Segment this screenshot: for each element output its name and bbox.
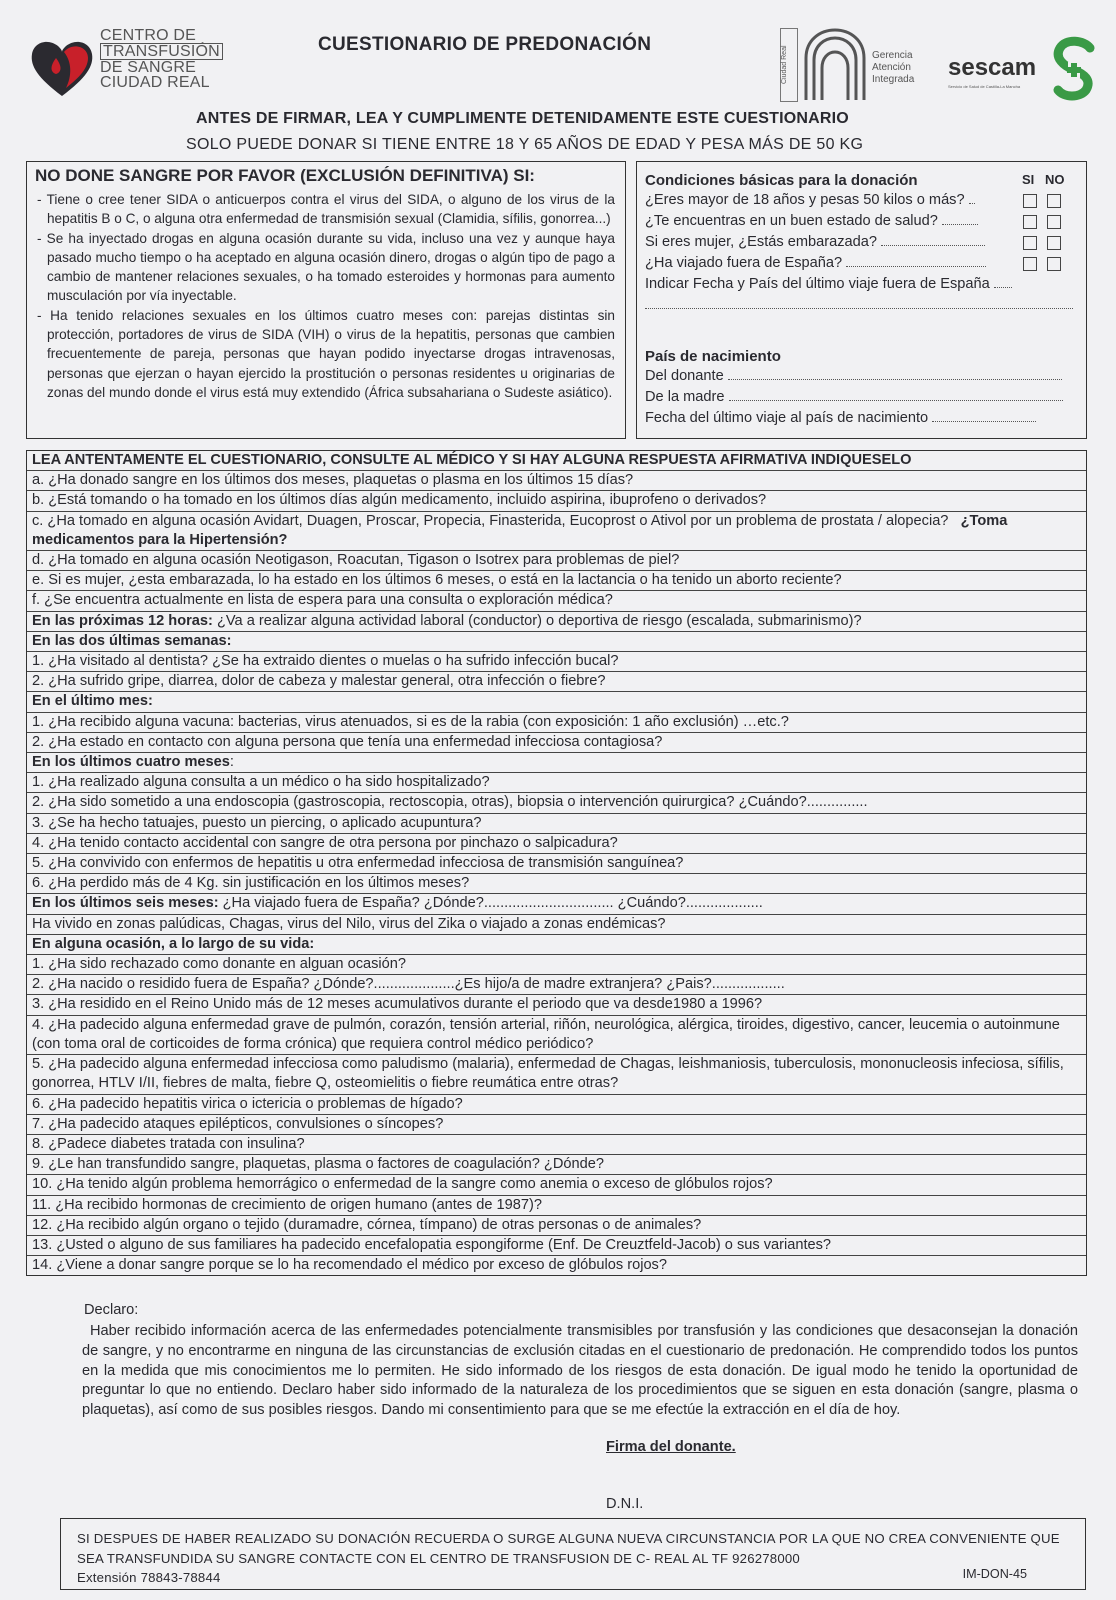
section-header: En alguna ocasión, a lo largo de su vida:	[27, 935, 1086, 955]
question-text: c. ¿Ha tomado en alguna ocasión Avidart, Duagen, Proscar, Propecia, Finasterida, Eucoprost o Ativol por un problema de prostata / alopecia?	[32, 512, 949, 529]
condition-text: Si eres mujer, ¿Estás embarazada?	[645, 234, 877, 250]
instruction-heading: ANTES DE FIRMAR, LEA Y CUMPLIMENTE DETENIDAMENTE ESTE CUESTIONARIO	[196, 110, 849, 127]
no-column-label: NO	[1045, 172, 1065, 187]
logo-line-3: DE SANGRE	[100, 59, 197, 76]
birth-label: Del donante	[645, 368, 724, 384]
exclusion-box	[26, 161, 626, 439]
donor-country-field[interactable]	[728, 369, 1062, 380]
section-header	[27, 753, 1086, 773]
page-title: CUESTIONARIO DE PREDONACIÓN	[318, 34, 652, 55]
transfusion-center-logo	[28, 28, 218, 100]
logo-wordmark	[100, 28, 223, 90]
exclusion-list	[35, 190, 615, 402]
birth-row	[645, 389, 1077, 405]
sescam-wordmark: sescam	[948, 54, 1037, 81]
sescam-subtitle: Servicio de Salud de Castilla-La Mancha	[948, 84, 1021, 89]
question-row[interactable]: 1. ¿Ha sido rechazado como donante en alguan ocasión?	[27, 955, 1086, 975]
gerencia-text	[872, 50, 914, 86]
declaration-label: Declaro:	[84, 1302, 139, 1318]
question-row[interactable]: 3. ¿Ha residido en el Reino Unido más de 12 meses acumulativos durante el periodo que va desde1980 a 1996?	[27, 995, 1086, 1015]
condition-row	[645, 255, 1077, 271]
si-checkbox[interactable]	[1023, 257, 1037, 271]
question-row[interactable]: 10. ¿Ha tenido algún problema hemorrágico o enfermedad de la sangre como anemia o exceso de glóbulos rojos?	[27, 1175, 1086, 1195]
question-row[interactable]	[27, 512, 1086, 551]
birth-country-title: País de nacimiento	[645, 348, 781, 365]
question-row[interactable]	[27, 612, 1086, 632]
sescam-s-icon	[1052, 36, 1096, 102]
condition-row	[645, 192, 1077, 208]
conditions-title: Condiciones básicas para la donación	[645, 172, 918, 189]
last-trip-date-field[interactable]	[932, 411, 1036, 422]
question-row[interactable]: 2. ¿Ha sido sometido a una endoscopia (gastroscopia, rectoscopia, otras), biopsia o intervención quirurgica? ¿Cuándo?...............	[27, 793, 1086, 813]
ciudad-real-label: Ciudad Real	[780, 28, 798, 102]
birth-label: Fecha del último viaje al país de nacimiento	[645, 410, 929, 426]
question-row[interactable]: e. Si es mujer, ¿esta embarazada, lo ha estado en los últimos 6 meses, o está en la lactancia o ha tenido un aborto reciente?	[27, 571, 1086, 591]
condition-row	[645, 213, 1077, 229]
condition-text: Indicar Fecha y País del último viaje fuera de España	[645, 276, 990, 292]
question-text: ¿Va a realizar alguna actividad laboral (conductor) o deportiva de riesgo (escalada, submarinismo)?	[216, 612, 862, 629]
questionnaire-table	[26, 450, 1087, 1276]
table-header: LEA ANTENTAMENTE EL CUESTIONARIO, CONSULTE AL MÉDICO Y SI HAY ALGUNA RESPUESTA AFIRMATIVA INDIQUESELO	[27, 451, 1086, 471]
heart-drop-icon	[28, 32, 98, 102]
question-row[interactable]: 13. ¿Usted o alguno de sus familiares ha padecido encefalopatia espongiforme (Enf. De Creuztfeld-Jacob) o sus variantes?	[27, 1236, 1086, 1256]
question-row[interactable]: 14. ¿Viene a donar sangre porque se lo ha recomendado el médico por exceso de glóbulos rojos?	[32, 1257, 667, 1274]
section-header: En las dos últimas semanas:	[27, 632, 1086, 652]
question-row[interactable]: a. ¿Ha donado sangre en los últimos dos meses, plaquetas o plasma en los últimos 15 días?	[27, 471, 1086, 491]
donor-signature-label[interactable]: Firma del donante.	[606, 1439, 736, 1455]
question-row[interactable]: 5. ¿Ha padecido alguna enfermedad infecciosa como paludismo (malaria), enfermedad de Chagas, leishmaniosis, tuberculosis, mononucleosis infeciosa, sífilis, gonorrea, HTLV I/II, fiebres de malta, fiebre Q, osteomielitis o fiebre reumática entre otras?	[27, 1055, 1086, 1094]
footer-notice	[77, 1529, 1077, 1588]
footer-notice-box	[60, 1518, 1086, 1590]
dni-label[interactable]: D.N.I.	[606, 1496, 644, 1512]
question-row[interactable]: f. ¿Se encuentra actualmente en lista de espera para una consulta o exploración médica?	[27, 591, 1086, 611]
no-checkbox[interactable]	[1047, 215, 1061, 229]
gerencia-logo	[780, 28, 928, 104]
logo-line-1: CENTRO DE	[100, 27, 197, 44]
si-checkbox[interactable]	[1023, 236, 1037, 250]
birth-row	[645, 368, 1077, 384]
footer-extension: Extensión 78843-78844	[77, 1570, 221, 1585]
exclusion-title: NO DONE SANGRE POR FAVOR (EXCLUSIÓN DEFINITIVA) SI:	[35, 166, 535, 185]
exclusion-item: - Ha tenido relaciones sexuales en los últimos cuatro meses con: parejas distintas sin protección, portadores de virus de SIDA (VIH) o virus de la hepatitis, personas que cambien frecuentemente de pareja, personas que hayan podido inyectarse drogas intravenosas, personas que ejerzan o hayan ejercido la prostitución o personas residentes u originarias de zonas del mundo donde el virus está muy extendido (África subsahariana o Sudeste asiático).	[37, 307, 615, 400]
exclusion-item: - Tiene o cree tener SIDA o anticuerpos contra el virus del SIDA, o alguno de los virus de la hepatitis B o C, o alguna otra enfermedad de transmisión sexual (Clamidia, sífilis, gonorrea...)	[37, 192, 615, 227]
condition-text: ¿Te encuentras en un buen estado de salud?	[645, 213, 938, 229]
question-row[interactable]: 2. ¿Ha nacido o residido fuera de España? ¿Dónde?....................¿Es hijo/a de madre extranjera? ¿Pais?..................	[27, 975, 1086, 995]
no-checkbox[interactable]	[1047, 194, 1061, 208]
travel-answer-line[interactable]	[645, 308, 1073, 309]
declaration-text: Haber recibido información acerca de las enfermedades potencialmente transmisibles por transfusión y las condiciones que desaconsejan la donación de sangre, y no encontrarme en ninguna de las circunstancias de exclusión citadas en el cuestionario de predonación. He comprendido todos los puntos en la medida que mis conocimientos me lo permiten. He sido informado de los riesgos de esta donación. De igual modo he tenido la oportunidad de preguntar lo que no entiendo. Declaro haber sido informado de la naturaleza de los procedimientos que se siguen en esta donación (sangre, plasma o plaquetas), así como de sus posibles riesgos. Dando mi consentimiento para que se me efectúe la extracción en el día de hoy.	[82, 1323, 1078, 1419]
no-checkbox[interactable]	[1047, 257, 1061, 271]
question-row[interactable]: 11. ¿Ha recibido hormonas de crecimiento de origen humano (antes de 1987)?	[27, 1196, 1086, 1216]
section-label: En las próximas 12 horas:	[32, 612, 213, 629]
mother-country-field[interactable]	[729, 390, 1063, 401]
gerencia-line-2: Atención	[872, 62, 911, 73]
question-row[interactable]: b. ¿Está tomando o ha tomado en los últimos días algún medicamento, incluido aspirina, ibuprofeno o derivados?	[27, 491, 1086, 511]
condition-text: ¿Ha viajado fuera de España?	[645, 255, 843, 271]
question-row[interactable]: 7. ¿Ha padecido ataques epilépticos, convulsiones o síncopes?	[27, 1115, 1086, 1135]
question-row[interactable]: 1. ¿Ha realizado alguna consulta a un médico o ha sido hospitalizado?	[27, 773, 1086, 793]
question-row[interactable]: 6. ¿Ha padecido hepatitis virica o ictericia o problemas de hígado?	[27, 1095, 1086, 1115]
question-row[interactable]: 2. ¿Ha estado en contacto con alguna persona que tenía una enfermedad infecciosa contagiosa?	[27, 733, 1086, 753]
question-row[interactable]: 2. ¿Ha sufrido gripe, diarrea, dolor de cabeza y malestar general, otra infección o fiebre?	[27, 672, 1086, 692]
question-row[interactable]: 1. ¿Ha recibido alguna vacuna: bacterias, virus atenuados, si es de la rabia (con exposición: 1 año exclusión) …etc.?	[27, 713, 1086, 733]
question-row[interactable]: 8. ¿Padece diabetes tratada con insulina?	[27, 1135, 1086, 1155]
condition-text: ¿Eres mayor de 18 años y pesas 50 kilos o más?	[645, 192, 965, 208]
condition-row	[645, 276, 1077, 292]
no-checkbox[interactable]	[1047, 236, 1061, 250]
question-row[interactable]: 4. ¿Ha padecido alguna enfermedad grave de pulmón, corazón, tensión arterial, riñón, neurológica, alérgica, tiroides, digestivo, cancer, leucemia o autoinmune (con toma oral de corticoides de forma crónica) que requiera control médico periódico?	[27, 1016, 1086, 1055]
eligibility-heading: SOLO PUEDE DONAR SI TIENE ENTRE 18 Y 65 AÑOS DE EDAD Y PESA MÁS DE 50 KG	[186, 136, 864, 153]
section-label: En los últimos seis meses:	[32, 895, 219, 912]
logo-line-2: TRANSFUSIÓN	[100, 43, 223, 60]
condition-row	[645, 234, 1077, 250]
birth-label: De la madre	[645, 389, 725, 405]
question-row[interactable]: 9. ¿Le han transfundido sangre, plaquetas, plasma o factores de coagulación? ¿Dónde?	[27, 1155, 1086, 1175]
sescam-logo	[948, 36, 1098, 106]
question-row[interactable]: 12. ¿Ha recibido algún organo o tejido (duramadre, córnea, tímpano) de otras personas o de animales?	[27, 1216, 1086, 1236]
question-row[interactable]	[27, 894, 1086, 914]
question-row[interactable]: 1. ¿Ha visitado al dentista? ¿Se ha extraido dientes o muelas o ha sufrido infección bucal?	[27, 652, 1086, 672]
logo-line-4: CIUDAD REAL	[100, 74, 210, 91]
section-header: En el último mes:	[27, 692, 1086, 712]
section-colon: :	[229, 754, 234, 771]
question-row[interactable]: Ha vivido en zonas palúdicas, Chagas, virus del Nilo, virus del Zika o viajado a zonas endémicas?	[27, 915, 1086, 935]
question-row[interactable]: 5. ¿Ha convivido con enfermos de hepatitis u otra enfermedad infecciosa de transmisión sanguínea?	[27, 854, 1086, 874]
question-row[interactable]: 6. ¿Ha perdido más de 4 Kg. sin justificación en los últimos meses?	[27, 874, 1086, 894]
section-label: En los últimos cuatro meses	[32, 754, 230, 771]
conditions-box	[636, 161, 1087, 439]
form-code: IM-DON-45	[962, 1567, 1027, 1581]
question-bold-text: ¿Toma medicamentos para la Hipertensión?	[32, 512, 1008, 548]
si-checkbox[interactable]	[1023, 194, 1037, 208]
gerencia-line-3: Integrada	[872, 74, 915, 85]
question-row[interactable]: 4. ¿Ha tenido contacto accidental con sangre de otra persona por pinchazo o salpicadura?	[27, 834, 1086, 854]
footer-text: SI DESPUES DE HABER REALIZADO SU DONACIÓN RECUERDA O SURGE ALGUNA NUEVA CIRCUNSTANCIA POR LA QUE NO CREA CONVENIENTE QUE SEA TRANSFUNDIDA SU SANGRE CONTACTE CON EL CENTRO DE TRANSFUSION DE C- REAL AL TF 926278000	[77, 1531, 1060, 1566]
question-text: ¿Ha viajado fuera de España? ¿Dónde?................................ ¿Cuándo?...................	[222, 895, 763, 912]
question-row[interactable]: d. ¿Ha tomado en alguna ocasión Neotigason, Roacutan, Tigason o Isotrex para problemas de piel?	[27, 551, 1086, 571]
exclusion-item: - Se ha inyectado drogas en alguna ocasión durante su vida, incluso una vez y aunque haya pasado mucho tiempo o ha aceptado en alguna ocasión dinero, drogas o algún tipo de pago a cambio de mantener relaciones sexuales, o ha tomado esteroides y hormonas para aumento musculación por vía inyectable.	[37, 230, 615, 304]
gerencia-line-1: Gerencia	[872, 50, 913, 61]
arch-icon	[800, 28, 870, 102]
si-column-label: SI	[1022, 172, 1035, 187]
birth-row	[645, 410, 1077, 426]
question-row[interactable]: 3. ¿Se ha hecho tatuajes, puesto un piercing, o aplicado acupuntura?	[27, 814, 1086, 834]
si-checkbox[interactable]	[1023, 215, 1037, 229]
